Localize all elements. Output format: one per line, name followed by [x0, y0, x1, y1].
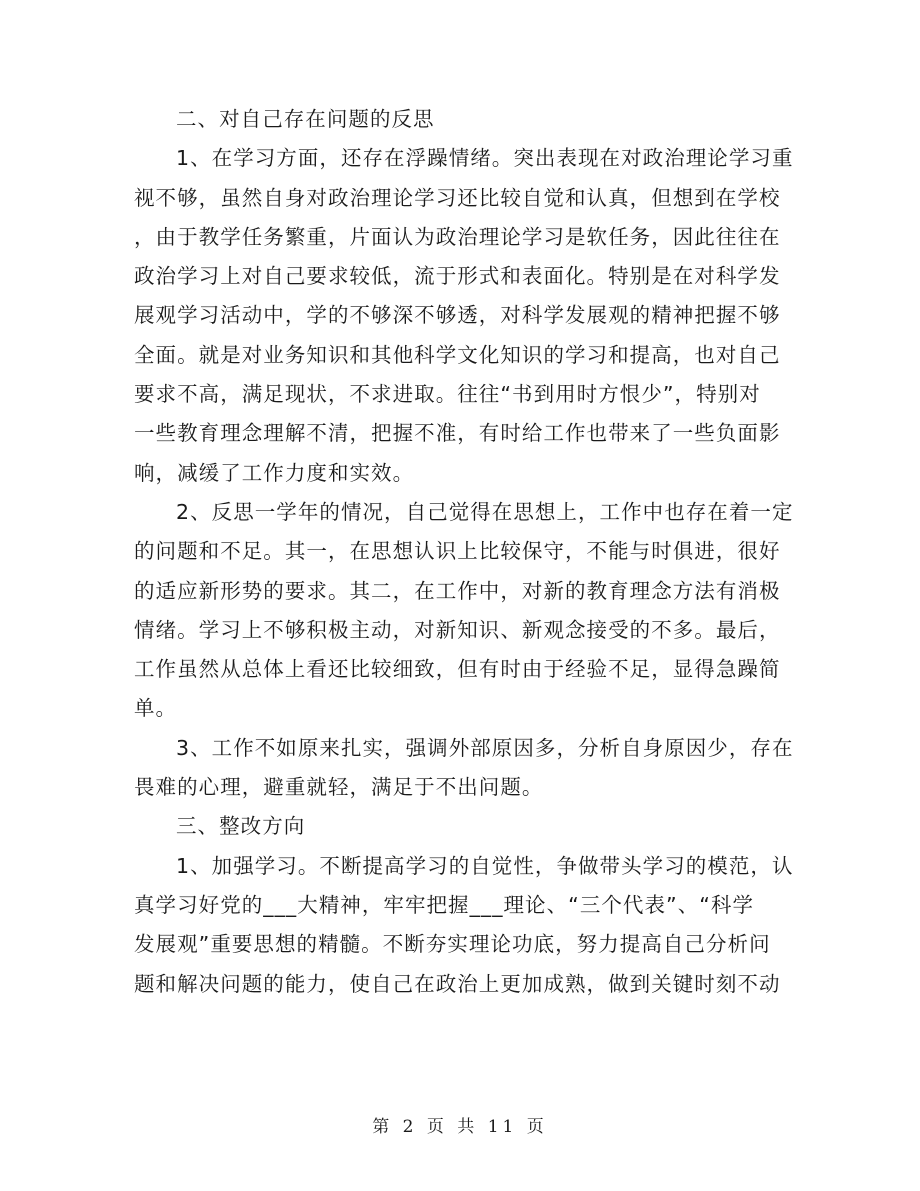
text-line: 畏难的心理，避重就轻，满足于不出问题。 [134, 775, 544, 800]
text-line: 工作虽然从总体上看还比较细致，但有时由于经验不足，显得急躁简 [134, 657, 781, 682]
text-line: 响，减缓了工作力度和实效。 [134, 460, 415, 485]
text-line: ，由于教学任务繁重，片面认为政治理论学习是软任务，因此往往在 [134, 224, 781, 249]
page-number-footer: 第 2 页 共 11 页 [372, 1117, 548, 1137]
text-line: 3、工作不如原来扎实，强调外部原因多，分析自身原因少，存在 [176, 735, 794, 760]
text-line: 2、反思一学年的情况，自己觉得在思想上，工作中也存在着一定 [176, 499, 794, 524]
body-paragraph [134, 139, 794, 493]
text-line: 的适应新形势的要求。其二，在工作中，对新的教育理念方法有消极 [134, 578, 781, 603]
body-paragraph [134, 729, 794, 808]
text-line: 二、对自己存在问题的反思 [176, 107, 435, 131]
text-line: 1、加强学习。不断提高学习的自觉性，争做带头学习的模范，认 [176, 853, 794, 878]
text-line: 政治学习上对自己要求较低，流于形式和表面化。特别是在对科学发 [134, 264, 781, 289]
text-line: 要求不高，满足现状，不求进取。往往“书到用时方恨少”，特别对 [134, 382, 761, 407]
section-heading [134, 100, 784, 139]
section-heading [134, 807, 784, 846]
text-line: 1、在学习方面，还存在浮躁情绪。突出表现在对政治理论学习重 [176, 146, 794, 171]
text-line: 一些教育理念理解不清，把握不准，有时给工作也带来了一些负面影 [134, 421, 781, 446]
text-line: 真学习好党的___大精神，牢牢把握___理论、“三个代表”、“科学 [134, 892, 755, 917]
text-line: 三、整改方向 [176, 814, 306, 839]
text-line: 情绪。学习上不够积极主动，对新知识、新观念接受的不多。最后， [134, 617, 781, 642]
text-line: 的问题和不足。其一，在思想认识上比较保守，不能与时俱进，很好 [134, 539, 781, 564]
text-line: 展观学习活动中，学的不够深不够透，对科学发展观的精神把握不够 [134, 303, 781, 328]
text-line: 发展观”重要思想的精髓。不断夯实理论功底，努力提高自己分析问 [134, 932, 771, 957]
text-line: 视不够，虽然自身对政治理论学习还比较自觉和认真，但想到在学校 [134, 185, 781, 210]
body-paragraph [134, 847, 794, 1004]
text-line: 题和解决问题的能力，使自己在政治上更加成熟，做到关键时刻不动 [134, 971, 781, 996]
document-body [134, 100, 794, 1004]
text-line: 单。 [134, 696, 178, 721]
body-paragraph [134, 493, 794, 729]
text-line: 全面。就是对业务知识和其他科学文化知识的学习和提高，也对自己 [134, 342, 781, 367]
